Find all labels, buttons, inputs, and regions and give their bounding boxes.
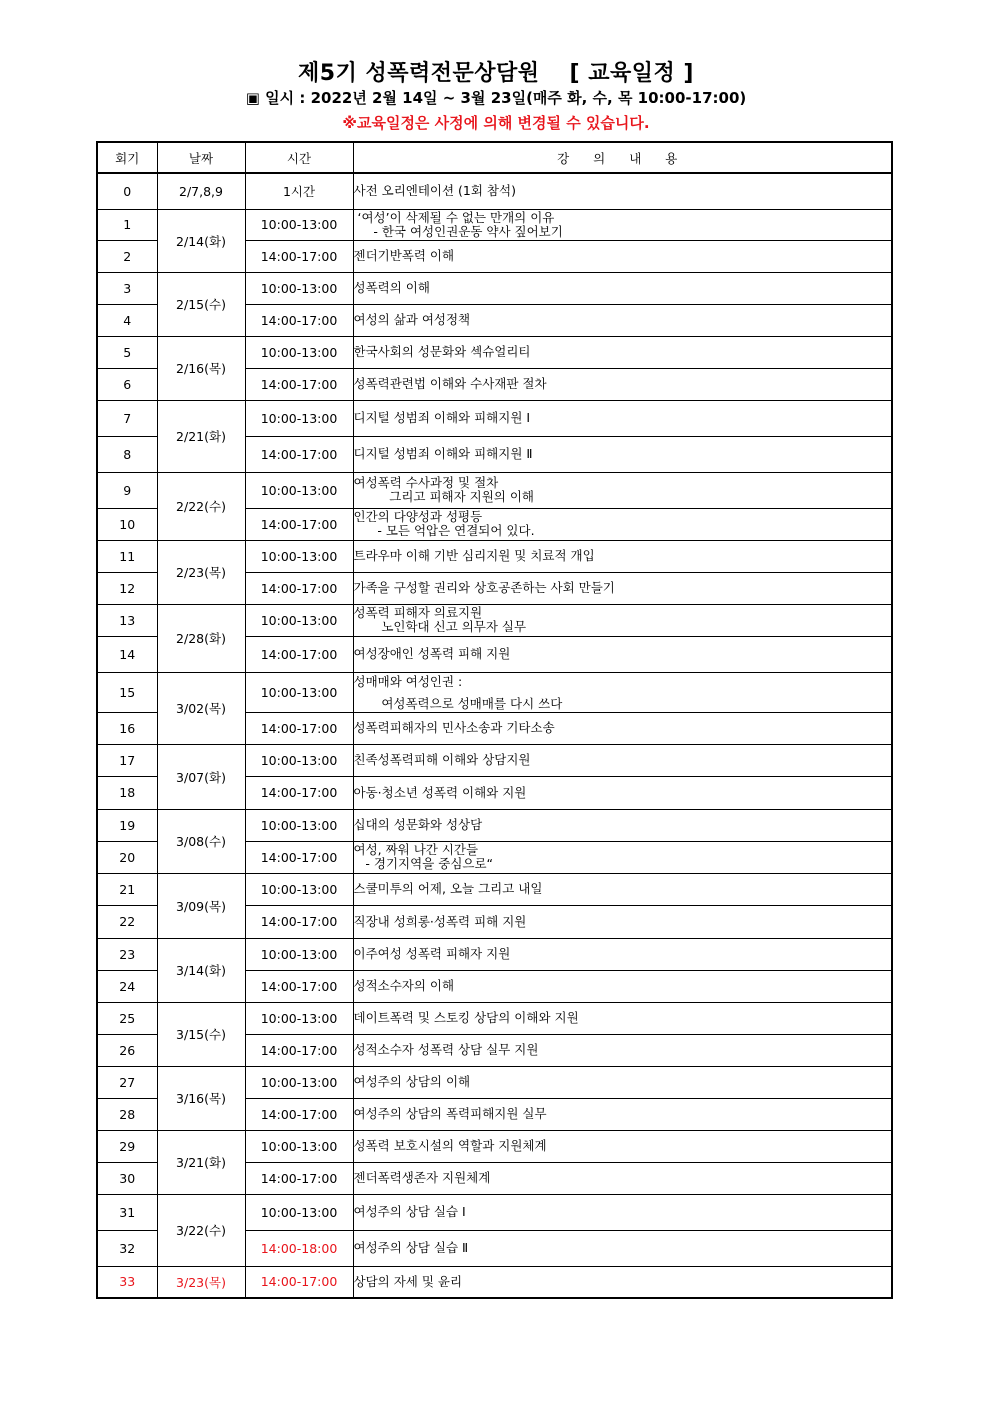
session-no: 4 bbox=[97, 304, 157, 336]
session-content: 여성주의 상담 실습 Ⅰ bbox=[353, 1194, 892, 1230]
session-content: 디지털 성범죄 이해와 피해지원 Ⅰ bbox=[353, 400, 892, 436]
table-row bbox=[97, 1194, 892, 1230]
session-no: 26 bbox=[97, 1034, 157, 1066]
session-time: 14:00-17:00 bbox=[245, 776, 353, 809]
session-no: 22 bbox=[97, 905, 157, 938]
session-no: 7 bbox=[97, 400, 157, 436]
session-time: 10:00-13:00 bbox=[245, 209, 353, 240]
session-no: 1 bbox=[97, 209, 157, 240]
session-date: 2/28(화) bbox=[157, 604, 245, 672]
session-time: 10:00-13:00 bbox=[245, 1194, 353, 1230]
table-row bbox=[97, 209, 892, 240]
session-content: 여성장애인 성폭력 피해 지원 bbox=[353, 636, 892, 672]
table-row bbox=[97, 1002, 892, 1034]
session-time: 1시간 bbox=[245, 173, 353, 209]
session-time: 10:00-13:00 bbox=[245, 744, 353, 776]
session-content: 데이트폭력 및 스토킹 상담의 이해와 지원 bbox=[353, 1002, 892, 1034]
schedule-period: ▣ 일시 : 2022년 2월 14일 ~ 3월 23일(매주 화, 수, 목 10:00-17:00) bbox=[245, 89, 747, 107]
session-no: 29 bbox=[97, 1130, 157, 1162]
session-date: 2/22(수) bbox=[157, 472, 245, 540]
session-content: 여성주의 상담의 이해 bbox=[353, 1066, 892, 1098]
session-content: 여성의 삶과 여성정책 bbox=[353, 304, 892, 336]
table-row bbox=[97, 272, 892, 304]
session-no: 10 bbox=[97, 508, 157, 540]
session-time: 10:00-13:00 bbox=[245, 1002, 353, 1034]
session-no: 19 bbox=[97, 809, 157, 841]
session-content: 성적소수자 성폭력 상담 실무 지원 bbox=[353, 1034, 892, 1066]
table-row bbox=[97, 744, 892, 776]
session-content: 성폭력 피해자 의료지원 노인학대 신고 의무자 실무 bbox=[353, 604, 892, 636]
session-time: 10:00-13:00 bbox=[245, 540, 353, 572]
session-time: 14:00-17:00 bbox=[245, 636, 353, 672]
session-time: 14:00-17:00 bbox=[245, 1098, 353, 1130]
session-no: 24 bbox=[97, 970, 157, 1002]
session-content: 친족성폭력피해 이해와 상담지원 bbox=[353, 744, 892, 776]
session-no: 27 bbox=[97, 1066, 157, 1098]
session-date: 3/14(화) bbox=[157, 938, 245, 1002]
col-header-time: 시간 bbox=[245, 142, 353, 173]
session-time: 14:00-17:00 bbox=[245, 905, 353, 938]
session-no-highlighted: 33 bbox=[97, 1266, 157, 1298]
session-no: 16 bbox=[97, 712, 157, 744]
session-date: 3/16(목) bbox=[157, 1066, 245, 1130]
session-time: 14:00-17:00 bbox=[245, 970, 353, 1002]
session-date: 3/07(화) bbox=[157, 744, 245, 809]
schedule-table bbox=[96, 141, 893, 1299]
session-no: 30 bbox=[97, 1162, 157, 1194]
session-content: 트라우마 이해 기반 심리지원 및 치료적 개입 bbox=[353, 540, 892, 572]
col-header-session: 회기 bbox=[97, 142, 157, 173]
session-date: 3/21(화) bbox=[157, 1130, 245, 1194]
session-time: 10:00-13:00 bbox=[245, 809, 353, 841]
session-date: 2/21(화) bbox=[157, 400, 245, 472]
session-content: 여성주의 상담의 폭력피해지원 실무 bbox=[353, 1098, 892, 1130]
session-date: 2/7,8,9 bbox=[157, 173, 245, 209]
session-content: 성적소수자의 이해 bbox=[353, 970, 892, 1002]
table-header-row bbox=[97, 142, 892, 173]
session-no: 0 bbox=[97, 173, 157, 209]
session-time: 14:00-17:00 bbox=[245, 572, 353, 604]
session-content: 젠더폭력생존자 지원체계 bbox=[353, 1162, 892, 1194]
session-date: 3/08(수) bbox=[157, 809, 245, 873]
session-time: 14:00-17:00 bbox=[245, 712, 353, 744]
table-row bbox=[97, 336, 892, 368]
title-text: 제5기 성폭력전문상담원 bbox=[298, 61, 540, 86]
session-no: 13 bbox=[97, 604, 157, 636]
session-date: 3/15(수) bbox=[157, 1002, 245, 1066]
session-content: 한국사회의 성문화와 섹슈얼리티 bbox=[353, 336, 892, 368]
session-date: 3/09(목) bbox=[157, 873, 245, 938]
session-no: 9 bbox=[97, 472, 157, 508]
session-no: 28 bbox=[97, 1098, 157, 1130]
session-date: 2/15(수) bbox=[157, 272, 245, 336]
session-time: 10:00-13:00 bbox=[245, 938, 353, 970]
session-time: 14:00-17:00 bbox=[245, 240, 353, 272]
session-date: 3/02(목) bbox=[157, 672, 245, 744]
session-content: 십대의 성문화와 성상담 bbox=[353, 809, 892, 841]
session-no: 18 bbox=[97, 776, 157, 809]
session-content: 성폭력 보호시설의 역할과 지원체계 bbox=[353, 1130, 892, 1162]
session-time: 14:00-17:00 bbox=[245, 508, 353, 540]
session-content: 상담의 자세 및 윤리 bbox=[353, 1266, 892, 1298]
session-time: 14:00-17:00 bbox=[245, 841, 353, 873]
session-date: 2/23(목) bbox=[157, 540, 245, 604]
session-time: 10:00-13:00 bbox=[245, 1130, 353, 1162]
session-time-highlighted: 14:00-17:00 bbox=[245, 1266, 353, 1298]
session-time: 10:00-13:00 bbox=[245, 400, 353, 436]
session-no: 14 bbox=[97, 636, 157, 672]
session-content: 여성, 짜워 나간 시간들 - 경기지역을 중심으로“ bbox=[353, 841, 892, 873]
table-row bbox=[97, 938, 892, 970]
session-content: 디지털 성범죄 이해와 피해지원 Ⅱ bbox=[353, 436, 892, 472]
session-no: 3 bbox=[97, 272, 157, 304]
session-content: 성매매와 여성인권 : 여성폭력으로 성매매를 다시 쓰다 bbox=[353, 672, 892, 712]
table-row bbox=[97, 1130, 892, 1162]
table-row bbox=[97, 472, 892, 508]
session-no: 5 bbox=[97, 336, 157, 368]
table-row bbox=[97, 604, 892, 636]
col-header-date: 날짜 bbox=[157, 142, 245, 173]
session-content: 사전 오리엔테이션 (1회 참석) bbox=[353, 173, 892, 209]
col-header-content: 강 의 내 용 bbox=[353, 142, 892, 173]
session-no: 31 bbox=[97, 1194, 157, 1230]
table-row bbox=[97, 400, 892, 436]
session-time: 10:00-13:00 bbox=[245, 472, 353, 508]
session-time: 14:00-17:00 bbox=[245, 436, 353, 472]
session-time: 10:00-13:00 bbox=[245, 604, 353, 636]
session-no: 12 bbox=[97, 572, 157, 604]
session-date: 3/22(수) bbox=[157, 1194, 245, 1266]
table-row bbox=[97, 809, 892, 841]
table-row bbox=[97, 1266, 892, 1298]
session-no: 21 bbox=[97, 873, 157, 905]
session-content: 가족을 구성할 권리와 상호공존하는 사회 만들기 bbox=[353, 572, 892, 604]
session-content: 직장내 성희롱·성폭력 피해 지원 bbox=[353, 905, 892, 938]
session-time: 10:00-13:00 bbox=[245, 1066, 353, 1098]
session-no: 17 bbox=[97, 744, 157, 776]
session-time-highlighted: 14:00-18:00 bbox=[245, 1230, 353, 1266]
session-content: 여성주의 상담 실습 Ⅱ bbox=[353, 1230, 892, 1266]
session-content: 젠더기반폭력 이해 bbox=[353, 240, 892, 272]
session-no: 20 bbox=[97, 841, 157, 873]
session-no: 6 bbox=[97, 368, 157, 400]
session-time: 10:00-13:00 bbox=[245, 336, 353, 368]
session-no: 32 bbox=[97, 1230, 157, 1266]
session-content: 성폭력피해자의 민사소송과 기타소송 bbox=[353, 712, 892, 744]
table-row bbox=[97, 672, 892, 712]
session-no: 15 bbox=[97, 672, 157, 712]
session-time: 14:00-17:00 bbox=[245, 1162, 353, 1194]
session-no: 11 bbox=[97, 540, 157, 572]
session-content: 인간의 다양성과 성평등 - 모든 억압은 연결되어 있다. bbox=[353, 508, 892, 540]
session-content: 여성폭력 수사과정 및 절차 그리고 피해자 지원의 이해 bbox=[353, 472, 892, 508]
session-date-highlighted: 3/23(목) bbox=[157, 1266, 245, 1298]
session-date: 2/16(목) bbox=[157, 336, 245, 400]
session-time: 14:00-17:00 bbox=[245, 368, 353, 400]
table-row bbox=[97, 173, 892, 209]
page-title bbox=[0, 56, 992, 87]
session-time: 10:00-13:00 bbox=[245, 272, 353, 304]
session-time: 14:00-17:00 bbox=[245, 1034, 353, 1066]
session-no: 25 bbox=[97, 1002, 157, 1034]
session-content: 성폭력의 이해 bbox=[353, 272, 892, 304]
session-content: 성폭력관련법 이해와 수사재판 절차 bbox=[353, 368, 892, 400]
session-content: 스쿨미투의 어제, 오늘 그리고 내일 bbox=[353, 873, 892, 905]
change-notice: ※교육일정은 사정에 의해 변경될 수 있습니다. bbox=[342, 114, 650, 132]
session-content: 이주여성 성폭력 피해자 지원 bbox=[353, 938, 892, 970]
title-bracket: [ 교육일정 ] bbox=[569, 61, 694, 86]
session-no: 2 bbox=[97, 240, 157, 272]
table-row bbox=[97, 540, 892, 572]
session-time: 10:00-13:00 bbox=[245, 672, 353, 712]
session-content: ‘여성’이 삭제될 수 없는 만개의 이유 - 한국 여성인권운동 약사 짚어보기 bbox=[353, 209, 892, 240]
session-no: 8 bbox=[97, 436, 157, 472]
session-time: 14:00-17:00 bbox=[245, 304, 353, 336]
session-time: 10:00-13:00 bbox=[245, 873, 353, 905]
table-row bbox=[97, 873, 892, 905]
table-row bbox=[97, 1066, 892, 1098]
session-no: 23 bbox=[97, 938, 157, 970]
session-date: 2/14(화) bbox=[157, 209, 245, 272]
session-content: 아동·청소년 성폭력 이해와 지원 bbox=[353, 776, 892, 809]
